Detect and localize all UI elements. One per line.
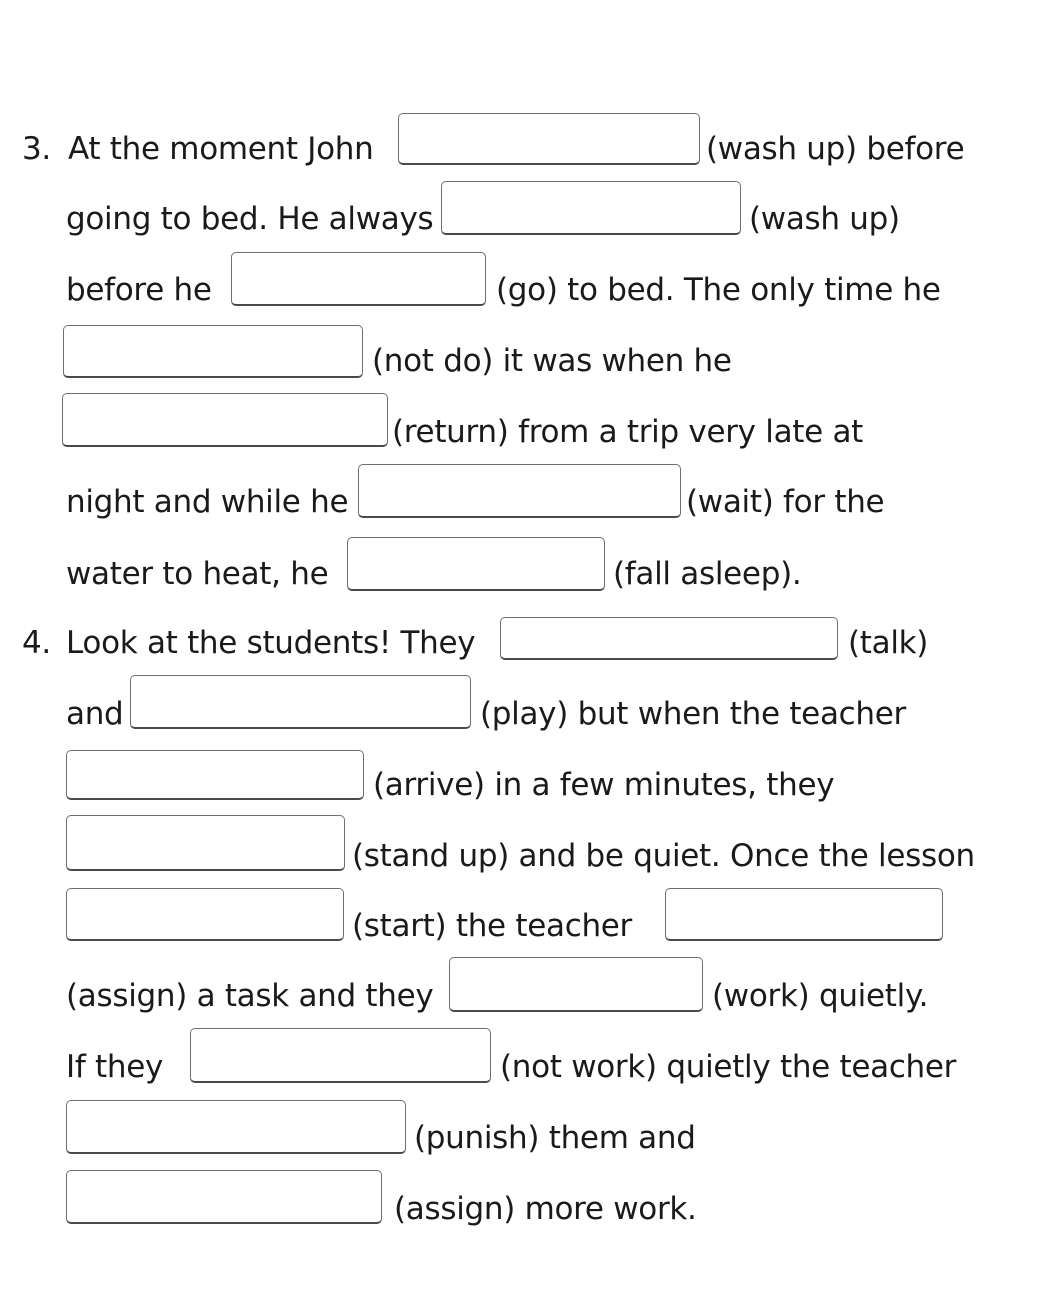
exercise-4-line-8-text-b: (punish) them and [414,1120,696,1156]
answer-field-wash-up-1[interactable] [398,113,700,165]
answer-field-stand-up[interactable] [66,815,345,871]
exercise-4-number: 4. [22,625,51,661]
answer-field-talk[interactable] [500,617,838,660]
answer-field-fall-asleep[interactable] [347,537,605,591]
answer-field-wash-up-2[interactable] [441,181,741,235]
exercise-3-line-7-text-b: (fall asleep). [613,556,802,592]
exercise-4-line-6-text-a: (assign) a task and they [66,978,434,1014]
exercise-3-line-4-text-b: (not do) it was when he [372,343,732,379]
exercise-3-number: 3. [22,131,51,167]
exercise-3-line-2-text-b: (wash up) [749,201,900,237]
answer-field-not-do[interactable] [63,325,363,378]
exercise-3-line-1-text-b: (wash up) before [706,131,965,167]
exercise-3-line-6-text-b: (wait) for the [686,484,885,520]
answer-field-go[interactable] [231,252,486,306]
answer-field-not-work[interactable] [190,1028,491,1083]
answer-field-play[interactable] [130,675,471,729]
exercise-4-line-3-text-b: (arrive) in a few minutes, they [373,767,835,803]
answer-field-work[interactable] [449,957,703,1012]
exercise-4-line-6-text-b: (work) quietly. [712,978,929,1014]
answer-field-punish[interactable] [66,1100,406,1154]
exercise-3-line-2-text-a: going to bed. He always [66,201,434,237]
exercise-3-line-6-text-a: night and while he [66,484,349,520]
exercise-4-line-7-text-a: If they [66,1049,164,1085]
answer-field-start[interactable] [66,888,344,941]
exercise-4-line-1-text-a: Look at the students! They [66,625,476,661]
answer-field-assign-2[interactable] [66,1170,382,1224]
exercise-3-line-3-text-b: (go) to bed. The only time he [496,272,941,308]
exercise-3-line-5-text-b: (return) from a trip very late at [392,414,864,450]
answer-field-arrive[interactable] [66,750,364,800]
exercise-4-line-7-text-b: (not work) quietly the teacher [500,1049,957,1085]
exercise-3-line-7-text-a: water to heat, he [66,556,329,592]
answer-field-wait[interactable] [358,464,681,518]
answer-field-assign-1[interactable] [665,888,943,941]
exercise-4-line-5-text-b: (start) the teacher [352,908,633,944]
exercise-4-line-1-text-b: (talk) [848,625,929,661]
exercise-4-line-2-text-b: (play) but when the teacher [480,696,906,732]
exercise-4-line-2-text-a: and [66,696,124,732]
exercise-4-line-9-text-b: (assign) more work. [394,1191,697,1227]
exercise-4-line-4-text-b: (stand up) and be quiet. Once the lesson [352,838,975,874]
answer-field-return[interactable] [62,393,388,447]
exercise-3-line-3-text-a: before he [66,272,212,308]
exercise-3-line-1-text-a: At the moment John [68,131,374,167]
